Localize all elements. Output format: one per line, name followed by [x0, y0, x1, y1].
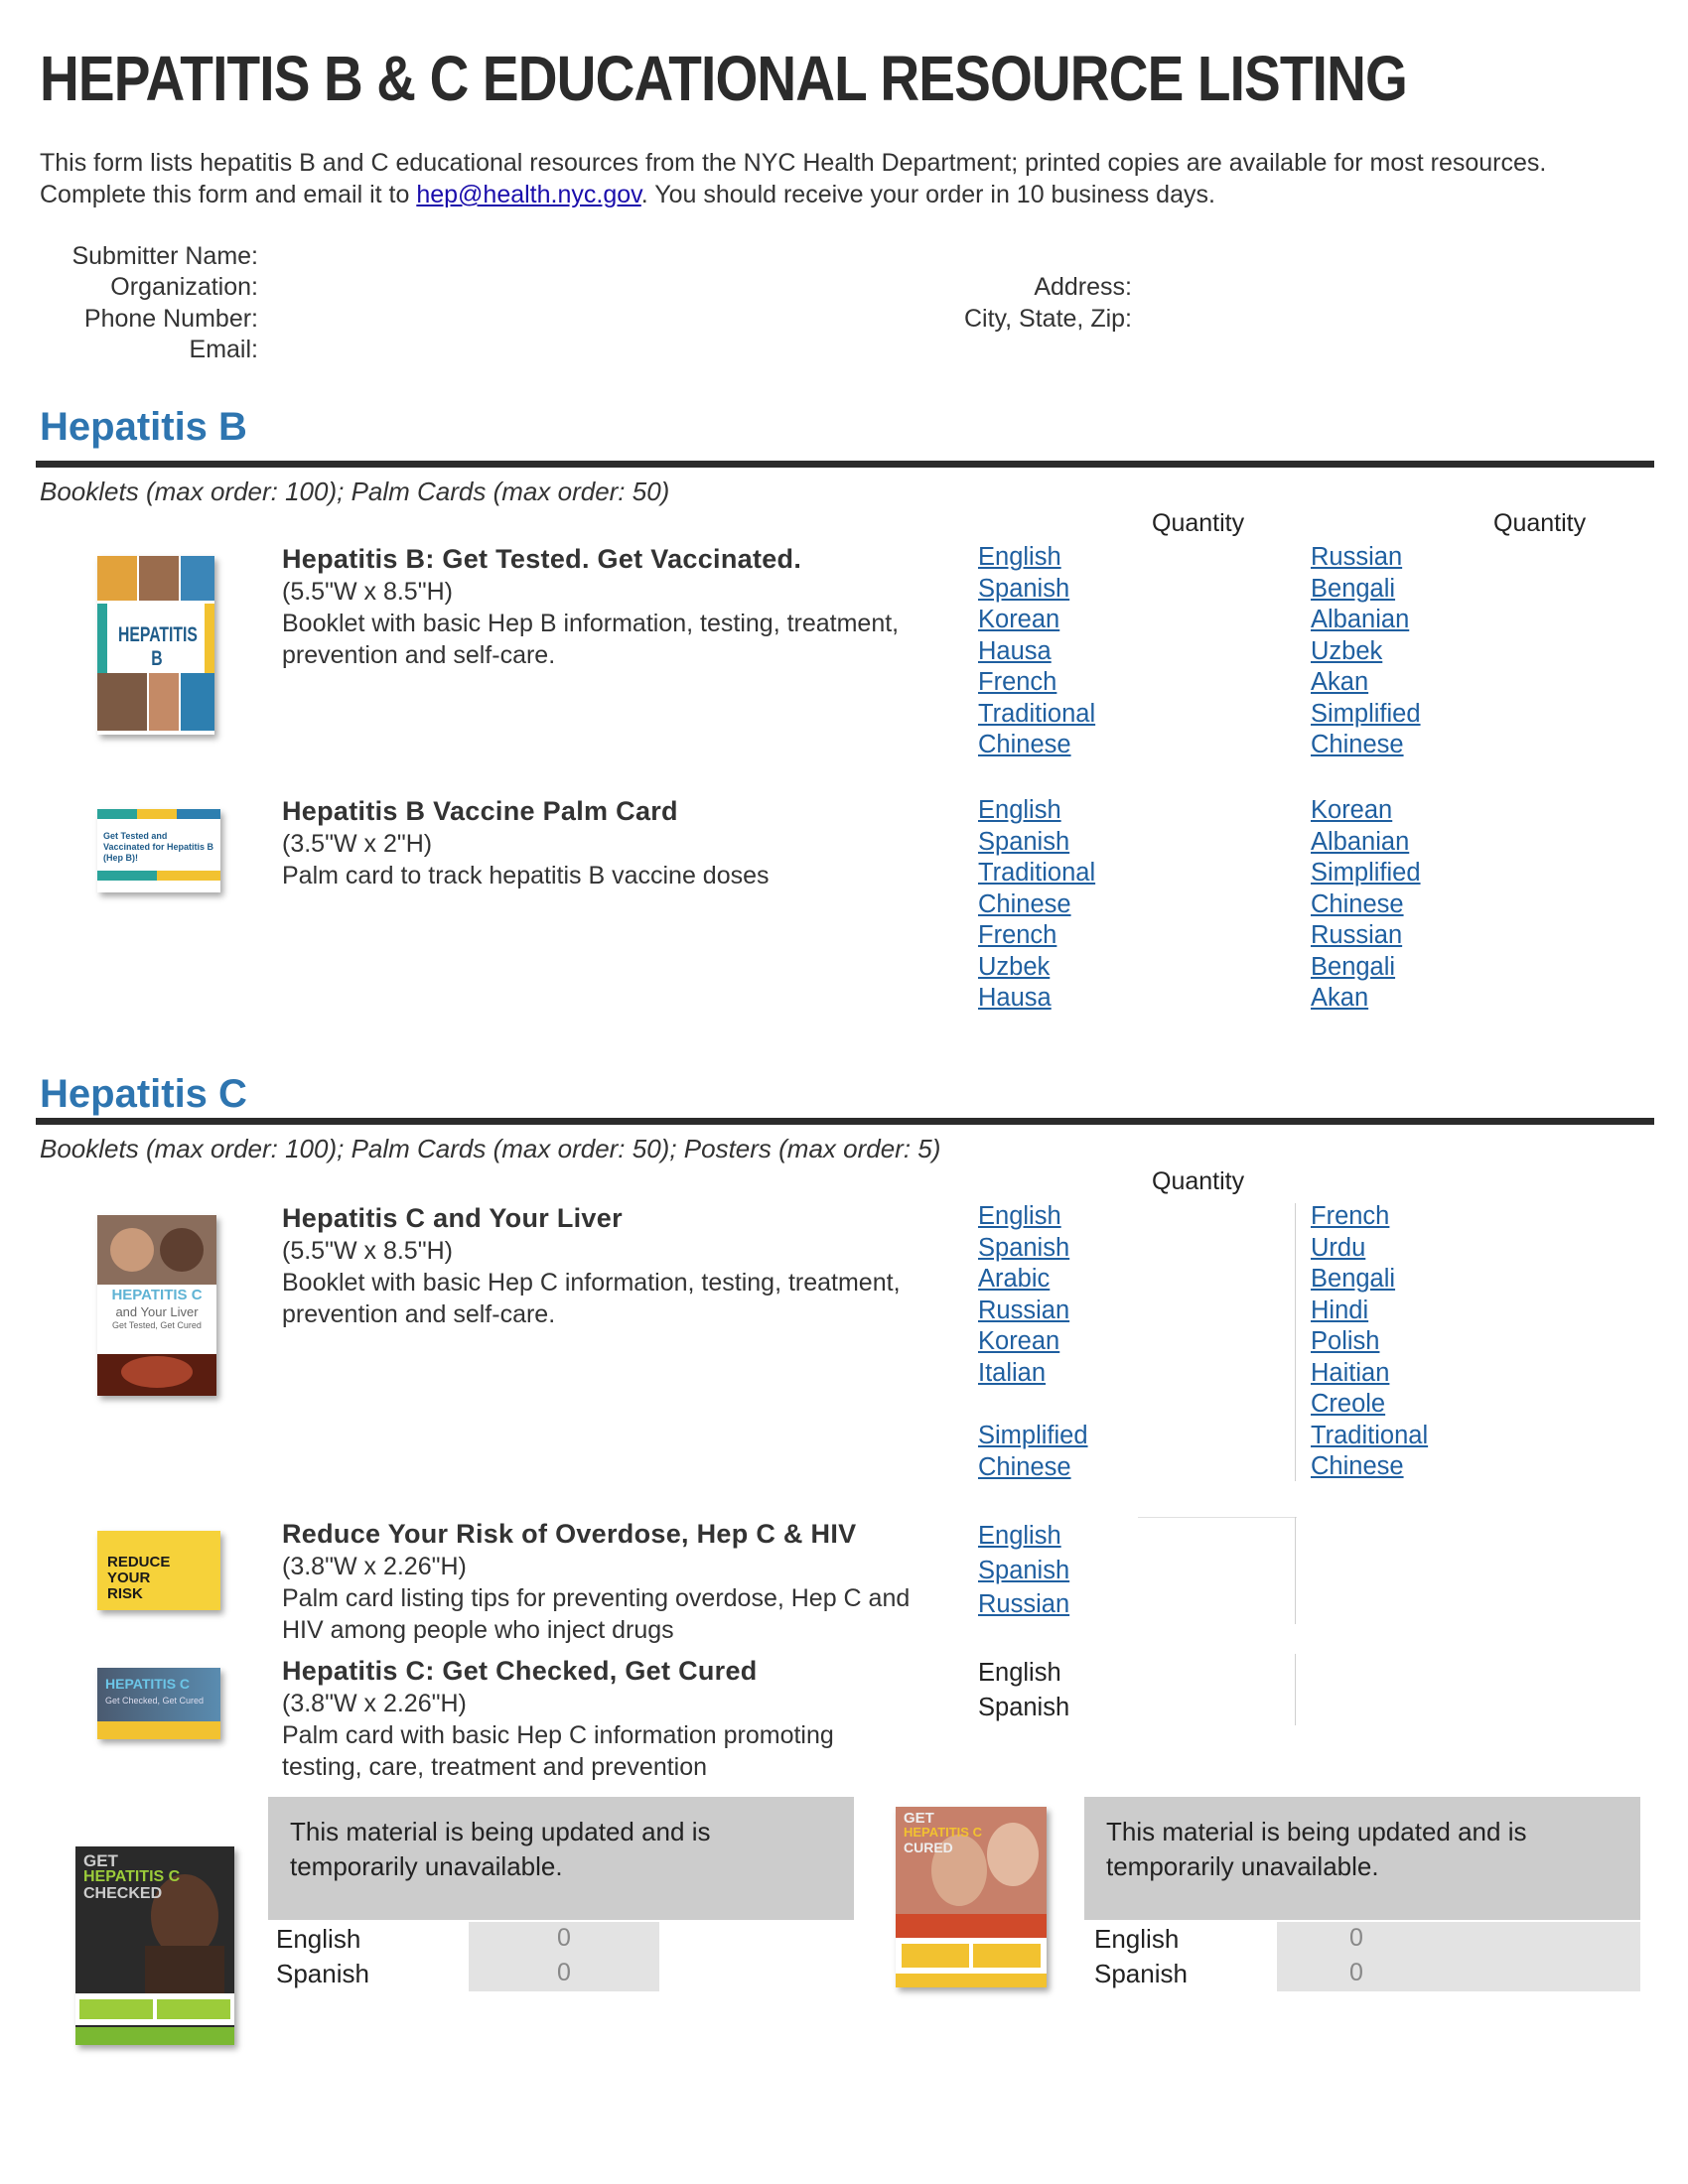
- palm-card-thumbnail: [97, 1531, 220, 1610]
- thumbnail-label: HEPATITIS C: [111, 1287, 203, 1303]
- language-link[interactable]: English: [978, 796, 1061, 824]
- product-size: (3.5"W x 2"H): [282, 830, 433, 858]
- language-link[interactable]: Chinese: [1311, 1452, 1404, 1480]
- phone-label: Phone Number:: [83, 305, 258, 333]
- product-title: Reduce Your Risk of Overdose, Hep C & HIV: [282, 1519, 857, 1549]
- language-link[interactable]: Albanian: [1311, 606, 1410, 633]
- product-description: prevention and self-care.: [282, 1300, 556, 1328]
- product-description: Booklet with basic Hep C information, testing, treatment,: [282, 1269, 901, 1297]
- product-size: (3.8"W x 2.26"H): [282, 1690, 467, 1717]
- language-link[interactable]: Chinese: [978, 731, 1071, 758]
- language-link[interactable]: Bengali: [1311, 952, 1396, 981]
- language-link[interactable]: Chinese: [1311, 889, 1404, 918]
- language-link[interactable]: Traditional: [1311, 1421, 1429, 1449]
- organization-label: Organization:: [110, 273, 258, 301]
- thumbnail-label: Get Tested and Vaccinated for Hepatitis B (Hep B)!: [103, 831, 214, 863]
- product-description: testing, care, treatment and prevention: [282, 1753, 708, 1781]
- poster-language-label: English: [1094, 1924, 1180, 1954]
- language-link[interactable]: Bengali: [1311, 574, 1396, 603]
- language-link[interactable]: Russian: [1311, 543, 1403, 571]
- language-list: [1311, 1201, 1428, 1483]
- product-description: prevention and self-care.: [282, 641, 556, 669]
- language-link[interactable]: Haitian: [1311, 1358, 1390, 1387]
- thumbnail-label: HEPATITIS C: [105, 1676, 191, 1692]
- intro-paragraph: [40, 147, 1549, 210]
- email-label: Email:: [189, 336, 258, 363]
- palm-card-thumbnail: [97, 809, 220, 892]
- quantity-header: Quantity: [1152, 1167, 1245, 1195]
- language-list: [978, 1519, 1069, 1622]
- language-link[interactable]: Spanish: [978, 1233, 1070, 1262]
- language-label: Spanish: [978, 1693, 1070, 1721]
- quantity-field[interactable]: 0: [1349, 1959, 1363, 1986]
- table-rule: [1138, 1517, 1297, 1518]
- section-title-hep-c: Hepatitis C: [40, 1072, 247, 1116]
- city-label: City, State, Zip:: [963, 305, 1132, 333]
- language-link[interactable]: Russian: [1311, 921, 1403, 949]
- language-list: [978, 795, 1095, 1015]
- section-divider: [36, 1118, 1654, 1125]
- quantity-field[interactable]: 0: [557, 1959, 571, 1986]
- language-link[interactable]: Chinese: [978, 1452, 1071, 1481]
- page-title: HEPATITIS B & C EDUCATIONAL RESOURCE LISTING: [40, 43, 1407, 114]
- language-link[interactable]: French: [1311, 1202, 1390, 1230]
- booklet-thumbnail: [97, 1215, 216, 1396]
- quantity-field[interactable]: 0: [557, 1924, 571, 1952]
- section-subhead: Booklets (max order: 100); Palm Cards (max order: 50): [40, 477, 670, 506]
- language-link[interactable]: Urdu: [1311, 1233, 1366, 1262]
- language-link[interactable]: Chinese: [978, 889, 1071, 918]
- language-link[interactable]: Korean: [978, 1327, 1060, 1355]
- thumbnail-label: HEPATITIS C: [83, 1868, 181, 1885]
- thumbnail-label: REDUCE YOUR RISK: [107, 1554, 171, 1602]
- product-size: (5.5"W x 8.5"H): [282, 578, 453, 606]
- product-description: Palm card with basic Hep C information promoting: [282, 1721, 834, 1749]
- unavailable-notice: This material is being updated and is temporarily unavailable.: [1084, 1797, 1640, 1920]
- section-subhead: Booklets (max order: 100); Palm Cards (max order: 50); Posters (max order: 5): [40, 1134, 941, 1163]
- thumbnail-label: GET: [904, 1810, 934, 1827]
- language-link[interactable]: English: [978, 543, 1061, 571]
- section-title-hep-b: Hepatitis B: [40, 405, 247, 449]
- language-link[interactable]: Korean: [1311, 796, 1393, 824]
- product-description: HIV among people who inject drugs: [282, 1616, 674, 1644]
- language-link[interactable]: Traditional: [978, 859, 1096, 887]
- language-link[interactable]: Hausa: [978, 636, 1052, 665]
- language-link[interactable]: Chinese: [1311, 731, 1404, 758]
- quantity-field[interactable]: 0: [1349, 1924, 1363, 1952]
- language-link[interactable]: Spanish: [978, 1556, 1070, 1584]
- booklet-thumbnail: [97, 556, 214, 735]
- thumbnail-label: HEPATITIS B: [118, 623, 198, 670]
- thumbnail-label: GET: [83, 1851, 118, 1870]
- language-link[interactable]: Russian: [978, 1296, 1070, 1324]
- unavailable-notice: This material is being updated and is temporarily unavailable.: [268, 1797, 854, 1920]
- poster-language-label: English: [276, 1924, 361, 1954]
- language-link[interactable]: Albanian: [1311, 827, 1410, 856]
- intro-text: This form lists hepatitis B and C educational resources from the NYC Health Department; printed copies are available for most resources. Complete this form and email it to: [40, 149, 1547, 208]
- language-link[interactable]: Akan: [1311, 668, 1369, 696]
- language-list: [978, 542, 1095, 761]
- language-list: [1311, 542, 1421, 761]
- language-link[interactable]: Simplified: [978, 1422, 1088, 1449]
- product-description: Palm card listing tips for preventing overdose, Hep C and: [282, 1584, 911, 1612]
- language-list: [978, 1656, 1069, 1724]
- product-title: Hepatitis B: Get Tested. Get Vaccinated.: [282, 544, 802, 574]
- language-link[interactable]: Akan: [1311, 984, 1369, 1012]
- language-link[interactable]: Traditional: [978, 699, 1096, 728]
- thumbnail-label: Get Tested, Get Cured: [112, 1320, 202, 1330]
- address-label: Address:: [1034, 273, 1132, 301]
- palm-card-thumbnail: [97, 1668, 220, 1739]
- language-link[interactable]: Spanish: [978, 827, 1070, 856]
- product-title: Hepatitis C: Get Checked, Get Cured: [282, 1656, 758, 1686]
- language-link[interactable]: Russian: [978, 1590, 1070, 1618]
- language-link[interactable]: Uzbek: [978, 952, 1051, 981]
- language-link[interactable]: French: [978, 921, 1057, 949]
- product-title: Hepatitis B Vaccine Palm Card: [282, 796, 678, 826]
- column-divider: [1295, 1654, 1296, 1725]
- section-divider: [36, 461, 1654, 468]
- quantity-header: Quantity: [1152, 509, 1245, 537]
- language-list: [978, 1421, 1088, 1483]
- product-size: (3.8"W x 2.26"H): [282, 1553, 467, 1580]
- language-list: [978, 1201, 1069, 1389]
- language-link[interactable]: Uzbek: [1311, 636, 1383, 665]
- language-link[interactable]: Bengali: [1311, 1265, 1396, 1293]
- submitter-name-label: Submitter Name:: [71, 242, 258, 270]
- product-size: (5.5"W x 8.5"H): [282, 1237, 453, 1265]
- poster-language-label: Spanish: [276, 1959, 369, 1988]
- poster-language-label: Spanish: [1094, 1959, 1188, 1988]
- quantity-header: Quantity: [1493, 509, 1587, 537]
- language-link[interactable]: Korean: [978, 606, 1060, 633]
- language-label: English: [978, 1659, 1061, 1687]
- language-link[interactable]: Simplified: [1311, 859, 1421, 887]
- intro-text-end: . You should receive your order in 10 business days.: [640, 181, 1215, 208]
- language-link[interactable]: Hausa: [978, 984, 1052, 1012]
- thumbnail-label: Get Checked, Get Cured: [105, 1696, 205, 1706]
- language-link[interactable]: Arabic: [978, 1265, 1051, 1293]
- language-link[interactable]: French: [978, 668, 1057, 696]
- language-link[interactable]: Hindi: [1311, 1296, 1369, 1324]
- column-divider: [1295, 1517, 1296, 1624]
- email-link[interactable]: hep@health.nyc.gov: [416, 181, 641, 208]
- poster-thumbnail: [896, 1807, 1047, 1987]
- language-link[interactable]: Italian: [978, 1358, 1047, 1387]
- thumbnail-label: and Your Liver: [115, 1304, 199, 1319]
- product-title: Hepatitis C and Your Liver: [282, 1203, 623, 1233]
- product-description: Palm card to track hepatitis B vaccine doses: [282, 862, 770, 889]
- thumbnail-label: CURED: [904, 1840, 953, 1855]
- language-link[interactable]: Polish: [1311, 1327, 1380, 1355]
- thumbnail-label: CHECKED: [83, 1885, 163, 1902]
- product-description: Booklet with basic Hep B information, testing, treatment,: [282, 610, 900, 637]
- language-link[interactable]: Spanish: [978, 574, 1070, 603]
- language-list: [1311, 795, 1421, 1015]
- language-link[interactable]: Simplified: [1311, 699, 1421, 728]
- column-divider: [1295, 1203, 1296, 1481]
- language-link[interactable]: English: [978, 1522, 1061, 1550]
- language-link[interactable]: Creole: [1311, 1390, 1386, 1418]
- language-link[interactable]: English: [978, 1202, 1061, 1230]
- thumbnail-label: HEPATITIS C: [904, 1825, 982, 1840]
- poster-thumbnail: [75, 1846, 234, 2045]
